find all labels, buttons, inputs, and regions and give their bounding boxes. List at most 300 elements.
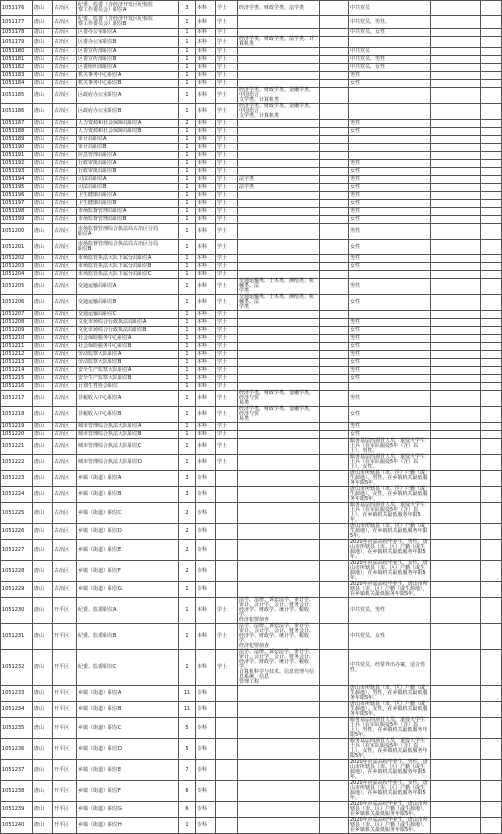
recruiting-unit: 区委宣传部职位A [77,48,179,56]
education: 本科 [196,295,216,311]
education: 本科 [196,1,216,16]
recruiting-unit: 纪委、监委（含经济开发区纪检监 察工作委员会）职位A [77,1,179,16]
table-row [1,200,502,208]
table-row [1,37,502,48]
position-code: 1051178 [1,29,33,37]
education: 本科 [196,120,216,128]
remarks: 女性 [349,359,431,367]
blank-cell [431,271,481,279]
position-code: 1051208 [1,319,33,327]
table-row [1,192,502,200]
table-row [1,184,502,192]
city: 唐山 [33,216,53,224]
major [238,128,320,136]
degree: 学士 [216,37,238,48]
degree: 学士 [216,208,238,216]
blank-cell [431,279,481,295]
remarks: 服务基层四项目人员，退役大学生士兵（在军队服役5年（含）以上），男性。 [349,439,431,455]
district: 古冶区 [53,136,77,144]
district: 开平区 [53,781,77,802]
district: 古冶区 [53,56,77,64]
degree: 学士 [216,255,238,263]
recruiting-unit: 劳动监察大队职位A [77,351,179,359]
headcount: 1 [179,650,196,686]
degree: 学士 [216,240,238,255]
position-code: 1051193 [1,168,33,176]
blank-cell [481,718,502,739]
position-code: 1051177 [1,16,33,29]
education: 本科 [196,351,216,359]
education: 本科 [196,80,216,88]
recruiting-unit: 文化市场综合行政执法局职位A [77,319,179,327]
degree: 学士 [216,383,238,391]
education: 本科 [196,176,216,184]
headcount: 1 [179,271,196,279]
blank-cell [481,439,502,455]
major [238,739,320,760]
blank-cell [431,359,481,367]
district: 古冶区 [53,16,77,29]
education: 本科 [196,423,216,431]
degree [216,739,238,760]
degree [216,540,238,561]
headcount: 1 [179,64,196,72]
blank-cell [431,343,481,351]
blank-cell [431,739,481,760]
blank-cell [320,582,349,598]
remarks: 服务基层四项目人员，退役大学生士兵（在军队服役5年（含）以上），女性。 [349,455,431,471]
degree: 学士 [216,263,238,271]
remarks [349,37,431,48]
job-listing-rows [1,1,502,834]
city: 唐山 [33,240,53,255]
headcount: 1 [179,351,196,359]
blank-cell [481,598,502,624]
remarks: 中共党员，女性 [349,624,431,650]
major [238,582,320,598]
degree: 学士 [216,184,238,192]
degree: 学士 [216,431,238,439]
education: 本科 [196,650,216,686]
city: 唐山 [33,351,53,359]
blank-cell [431,818,481,834]
major [238,818,320,834]
headcount: 2 [179,120,196,128]
headcount: 1 [179,818,196,834]
blank-cell [481,343,502,351]
remarks: 中共党员 [349,48,431,56]
city: 唐山 [33,760,53,781]
blank-cell [320,136,349,144]
district: 古冶区 [53,1,77,16]
remarks: 中共党员，男性 [349,56,431,64]
headcount: 1 [179,168,196,176]
remarks: 男性 [349,192,431,200]
position-code: 1051185 [1,88,33,104]
recruiting-unit: 市场监督管理局职位A [77,208,179,216]
city: 唐山 [33,271,53,279]
degree: 学士 [216,64,238,72]
headcount: 1 [179,383,196,391]
education: 本科 [196,391,216,407]
table-row [1,144,502,152]
blank-cell [431,718,481,739]
city: 唐山 [33,367,53,375]
district: 古冶区 [53,503,77,524]
recruiting-unit: 区委宣传部职位B [77,56,179,64]
city: 唐山 [33,383,53,391]
remarks: 中共党员 [349,1,431,16]
recruiting-unit: 乡镇（街道）职位H [77,818,179,834]
blank-cell [431,367,481,375]
blank-cell [481,650,502,686]
blank-cell [481,383,502,391]
blank-cell [431,184,481,192]
blank-cell [481,160,502,168]
table-row [1,598,502,624]
blank-cell [481,72,502,80]
education: 本科 [196,343,216,351]
education: 专科 [196,718,216,739]
position-code: 1051182 [1,64,33,72]
headcount: 1 [179,624,196,650]
headcount: 1 [179,359,196,367]
education: 专科 [196,702,216,718]
city: 唐山 [33,781,53,802]
blank-cell [431,319,481,327]
district: 古冶区 [53,263,77,271]
education: 专科 [196,802,216,818]
district: 古冶区 [53,375,77,383]
blank-cell [320,702,349,718]
city: 唐山 [33,104,53,120]
major [238,48,320,56]
city: 唐山 [33,582,53,598]
blank-cell [431,176,481,184]
headcount: 2 [179,524,196,540]
remarks: 2020年应届高校毕业生，唐山市所辖县（市、区）户籍（或生源地），在乡镇机关最低服务年限5年。 [349,802,431,818]
blank-cell [320,718,349,739]
degree [216,702,238,718]
district: 古冶区 [53,319,77,327]
headcount: 2 [179,540,196,561]
district: 古冶区 [53,455,77,471]
education: 本科 [196,64,216,72]
remarks: 2020年应届高校毕业生，唐山市所辖县（市、区）户籍（或生源地），在乡镇机关最低服务年限5年。 [349,818,431,834]
blank-cell [481,37,502,48]
blank-cell [431,598,481,624]
degree: 学士 [216,343,238,351]
blank-cell [320,192,349,200]
recruiting-unit: 乡镇（街道）职位E [77,540,179,561]
blank-cell [431,56,481,64]
blank-cell [481,184,502,192]
position-code: 1051231 [1,624,33,650]
degree: 学士 [216,351,238,359]
recruiting-unit: 安全生产监察大队职位A [77,367,179,375]
city: 唐山 [33,168,53,176]
education: 本科 [196,624,216,650]
blank-cell [431,351,481,359]
remarks: 男性 [349,279,431,295]
table-row [1,224,502,240]
remarks: 男性 [349,176,431,184]
major [238,423,320,431]
blank-cell [431,524,481,540]
education: 本科 [196,263,216,271]
blank-cell [481,208,502,216]
blank-cell [320,739,349,760]
education: 本科 [196,16,216,29]
education: 本科 [196,208,216,216]
blank-cell [320,359,349,367]
headcount: 1 [179,200,196,208]
blank-cell [481,168,502,176]
blank-cell [431,255,481,263]
table-row [1,88,502,104]
city: 唐山 [33,359,53,367]
city: 唐山 [33,540,53,561]
education: 本科 [196,128,216,136]
blank-cell [431,263,481,271]
district: 古冶区 [53,208,77,216]
table-row [1,781,502,802]
city: 唐山 [33,144,53,152]
position-code: 1051184 [1,80,33,88]
city: 唐山 [33,327,53,335]
blank-cell [431,104,481,120]
blank-cell [431,295,481,311]
district: 开平区 [53,624,77,650]
degree: 学士 [216,375,238,383]
table-row [1,64,502,72]
blank-cell [481,686,502,702]
headcount: 1 [179,104,196,120]
remarks: 女性 [349,128,431,136]
remarks: 男性 [349,72,431,80]
headcount: 1 [179,216,196,224]
major [238,120,320,128]
remarks: 2020年应届高校毕业生，女性，唐山市所辖县（市、区）户籍（或生源地），在乡镇机关最低服务年限5年。 [349,781,431,802]
headcount: 7 [179,760,196,781]
blank-cell [320,367,349,375]
blank-cell [320,56,349,64]
district: 古冶区 [53,383,77,391]
blank-cell [431,200,481,208]
district: 古冶区 [53,423,77,431]
headcount: 1 [179,423,196,431]
blank-cell [431,561,481,582]
position-code: 1051223 [1,471,33,487]
major [238,72,320,80]
degree: 学士 [216,1,238,16]
headcount: 1 [179,598,196,624]
recruiting-unit: 区委组织部职位A [77,64,179,72]
table-row [1,760,502,781]
headcount: 1 [179,208,196,216]
headcount: 1 [179,295,196,311]
blank-cell [431,48,481,56]
district: 古冶区 [53,391,77,407]
major: 经济学类、财政学类、金融学类、经济与贸 易类 [238,391,320,407]
blank-cell [320,295,349,311]
table-row [1,561,502,582]
headcount: 1 [179,160,196,168]
blank-cell [320,255,349,263]
table-row [1,255,502,263]
blank-cell [481,263,502,271]
table-row [1,176,502,184]
table-row [1,208,502,216]
headcount: 2 [179,561,196,582]
position-code: 1051222 [1,455,33,471]
remarks: 唐山市所辖县（市、区）户籍（或生源地），女性，在乡镇机关最低服务年限5年。 [349,487,431,503]
education: 本科 [196,319,216,327]
blank-cell [320,375,349,383]
city: 唐山 [33,343,53,351]
headcount: 2 [179,503,196,524]
education: 本科 [196,359,216,367]
blank-cell [431,216,481,224]
recruiting-unit: 区委办公室职位B [77,37,179,48]
blank-cell [320,802,349,818]
position-code: 1051218 [1,407,33,423]
blank-cell [431,686,481,702]
education: 本科 [196,383,216,391]
major [238,311,320,319]
table-row [1,104,502,120]
degree: 学士 [216,319,238,327]
blank-cell [320,271,349,279]
position-code: 1051216 [1,383,33,391]
headcount: 1 [179,152,196,160]
blank-cell [481,319,502,327]
education: 专科 [196,781,216,802]
education: 本科 [196,598,216,624]
major [238,343,320,351]
district: 古冶区 [53,152,77,160]
position-code: 1051224 [1,487,33,503]
district: 古冶区 [53,128,77,136]
blank-cell [431,160,481,168]
major [238,802,320,818]
blank-cell [481,64,502,72]
recruiting-unit: 市场监督管理综合执法局古冶区分局 职位B [77,240,179,255]
blank-cell [431,37,481,48]
remarks: 男性 [349,423,431,431]
blank-cell [481,503,502,524]
blank-cell [431,624,481,650]
blank-cell [320,561,349,582]
remarks: 男性 [349,208,431,216]
city: 唐山 [33,176,53,184]
education: 本科 [196,168,216,176]
district: 古冶区 [53,295,77,311]
position-code: 1051181 [1,56,33,64]
education: 本科 [196,56,216,64]
recruiting-unit: 城市管理综合执法大队职位A [77,423,179,431]
headcount: 5 [179,739,196,760]
major [238,335,320,343]
remarks: 男性 [349,335,431,343]
blank-cell [481,802,502,818]
position-code: 1051233 [1,686,33,702]
education: 专科 [196,561,216,582]
degree [216,760,238,781]
blank-cell [481,702,502,718]
district: 古冶区 [53,407,77,423]
district: 古冶区 [53,37,77,48]
position-code: 1051210 [1,335,33,343]
remarks: 女性 [349,431,431,439]
major [238,64,320,72]
recruiting-unit: 交通运输局职位A [77,279,179,295]
city: 唐山 [33,311,53,319]
remarks: 男性 [349,160,431,168]
position-code: 1051183 [1,72,33,80]
position-code: 1051202 [1,255,33,263]
recruiting-unit: 乡镇（街道）职位D [77,524,179,540]
education: 专科 [196,760,216,781]
blank-cell [481,431,502,439]
recruiting-unit: 审计局职位A [77,136,179,144]
education: 本科 [196,255,216,263]
recruiting-unit: 非税收入中心职位A [77,391,179,407]
degree [216,818,238,834]
blank-cell [320,80,349,88]
city: 唐山 [33,561,53,582]
blank-cell [320,48,349,56]
headcount: 1 [179,192,196,200]
district: 古冶区 [53,29,77,37]
degree: 学士 [216,624,238,650]
blank-cell [320,423,349,431]
blank-cell [320,120,349,128]
city: 唐山 [33,650,53,686]
headcount: 5 [179,718,196,739]
major [238,503,320,524]
table-row [1,279,502,295]
blank-cell [320,760,349,781]
major [238,160,320,168]
education: 专科 [196,487,216,503]
recruiting-unit: 乡镇（街道）职位F [77,781,179,802]
district: 开平区 [53,739,77,760]
remarks: 中共党员，女性 [349,29,431,37]
city: 唐山 [33,335,53,343]
city: 唐山 [33,524,53,540]
major [238,561,320,582]
district: 古冶区 [53,224,77,240]
remarks: 男性 [349,120,431,128]
district: 古冶区 [53,335,77,343]
district: 古冶区 [53,524,77,540]
degree: 学士 [216,192,238,200]
degree: 学士 [216,152,238,160]
recruiting-unit: 机关事务中心职位B [77,80,179,88]
degree: 学士 [216,136,238,144]
blank-cell [431,582,481,598]
degree [216,582,238,598]
table-row [1,335,502,343]
district: 古冶区 [53,487,77,503]
remarks: 女性 [349,200,431,208]
major [238,16,320,29]
recruiting-unit: 纪委、监委职位B [77,624,179,650]
recruiting-unit: 乡镇（街道）职位C [77,503,179,524]
major [238,136,320,144]
city: 唐山 [33,718,53,739]
